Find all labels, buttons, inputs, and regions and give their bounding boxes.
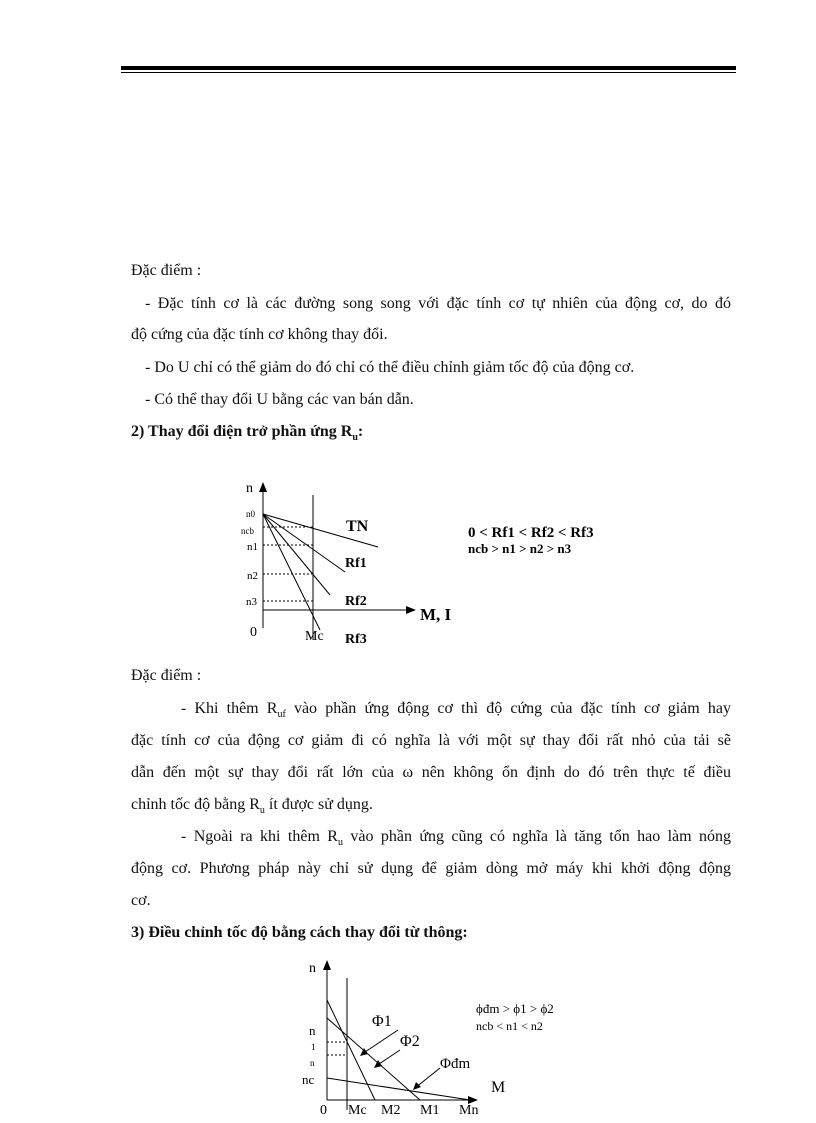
tick-label-1: 1 [311,1042,316,1052]
mc-label: Mc [348,1103,367,1118]
paragraph-line: đặc tính cơ của động cơ giảm đi có nghĩa là với một sự thay đổi rất nhỏ của tải sẽ [131,732,731,749]
paragraph-line: cơ. [131,892,151,909]
curve-label-tn: TN [346,518,369,535]
relation-speeds: ncb < n1 < n2 [476,1019,543,1033]
section-title-flux-control: 3) Điều chỉnh tốc độ bằng cách thay đổi từ thông: [131,924,468,941]
curve-label-rf2: Rf2 [345,594,367,609]
tick-label-nc: nc [302,1072,315,1087]
relation-resistances: 0 < Rf1 < Rf2 < Rf3 [468,525,594,541]
section-title-armature-resistance: 2) Thay đổi điện trở phần ứng $R_u$: [131,423,364,444]
paragraph-line: chỉnh tốc độ bằng $R_u$ ít được sử dụng. [131,796,373,817]
tick-label-ncb: ncb [241,526,254,536]
curve-label-phi-dm: Φđm [440,1056,471,1072]
curve-label-phi2: Φ2 [400,1033,420,1050]
tick-label-n3: n3 [246,596,257,608]
paragraph-line: - Ngoài ra khi thêm $R_u$ vào phần ứng cũng có nghĩa là tăng tổn hao làm nóng [181,828,732,849]
origin-label: 0 [250,625,257,640]
curve-label-rf3: Rf3 [345,632,367,647]
axis-label-m: M [491,1079,506,1096]
paragraph-line: - Do U chỉ có thể giảm do đó chỉ có thể điều chỉnh giảm tốc độ của động cơ. [145,359,635,376]
tick-label-n-partial: n [310,1058,315,1068]
relation-fluxes: ϕđm > ϕ1 > ϕ2 [476,1001,554,1016]
paragraph-line: - Có thể thay đổi U bằng các van bán dẫn. [145,391,414,408]
section-heading-features-2: Đặc điểm : [131,667,202,684]
tick-label-n: n [309,1023,316,1038]
relation-speeds: ncb > n1 > n2 > n3 [468,541,572,556]
section-heading-features-1: Đặc điểm : [131,262,202,279]
mn-label: Mn [459,1103,479,1118]
mc-label: Mc [305,629,324,644]
origin-label: 0 [320,1103,327,1118]
tick-label-n0: n0 [246,509,255,519]
tick-label-n2: n2 [247,570,258,582]
paragraph-line: động cơ. Phương pháp này chỉ sử dụng để giảm dòng mở máy khi khởi động động [131,860,731,877]
paragraph-line: - Đặc tính cơ là các đường song song với đặc tính cơ tự nhiên của động cơ, do đó [145,295,731,312]
tick-label-n1: n1 [247,541,258,553]
axis-label-n: n [309,961,316,976]
paragraph-line: dẫn đến một sự thay đổi rất lớn của ω nên không ổn định do đó trên thực tế điều [131,764,731,781]
m2-label: M2 [381,1103,401,1118]
paragraph-line: độ cứng của đặc tính cơ không thay đổi. [131,326,388,343]
paragraph-line: - Khi thêm $R_{uf}$ vào phần ứng động cơ thì độ cứng của đặc tính cơ giảm hay [181,700,731,721]
axis-label-m-i: M, I [420,605,452,624]
axis-label-n: n [246,481,253,496]
curve-label-phi1: Φ1 [372,1013,392,1030]
curve-label-rf1: Rf1 [345,556,367,571]
m1-label: M1 [420,1103,440,1118]
